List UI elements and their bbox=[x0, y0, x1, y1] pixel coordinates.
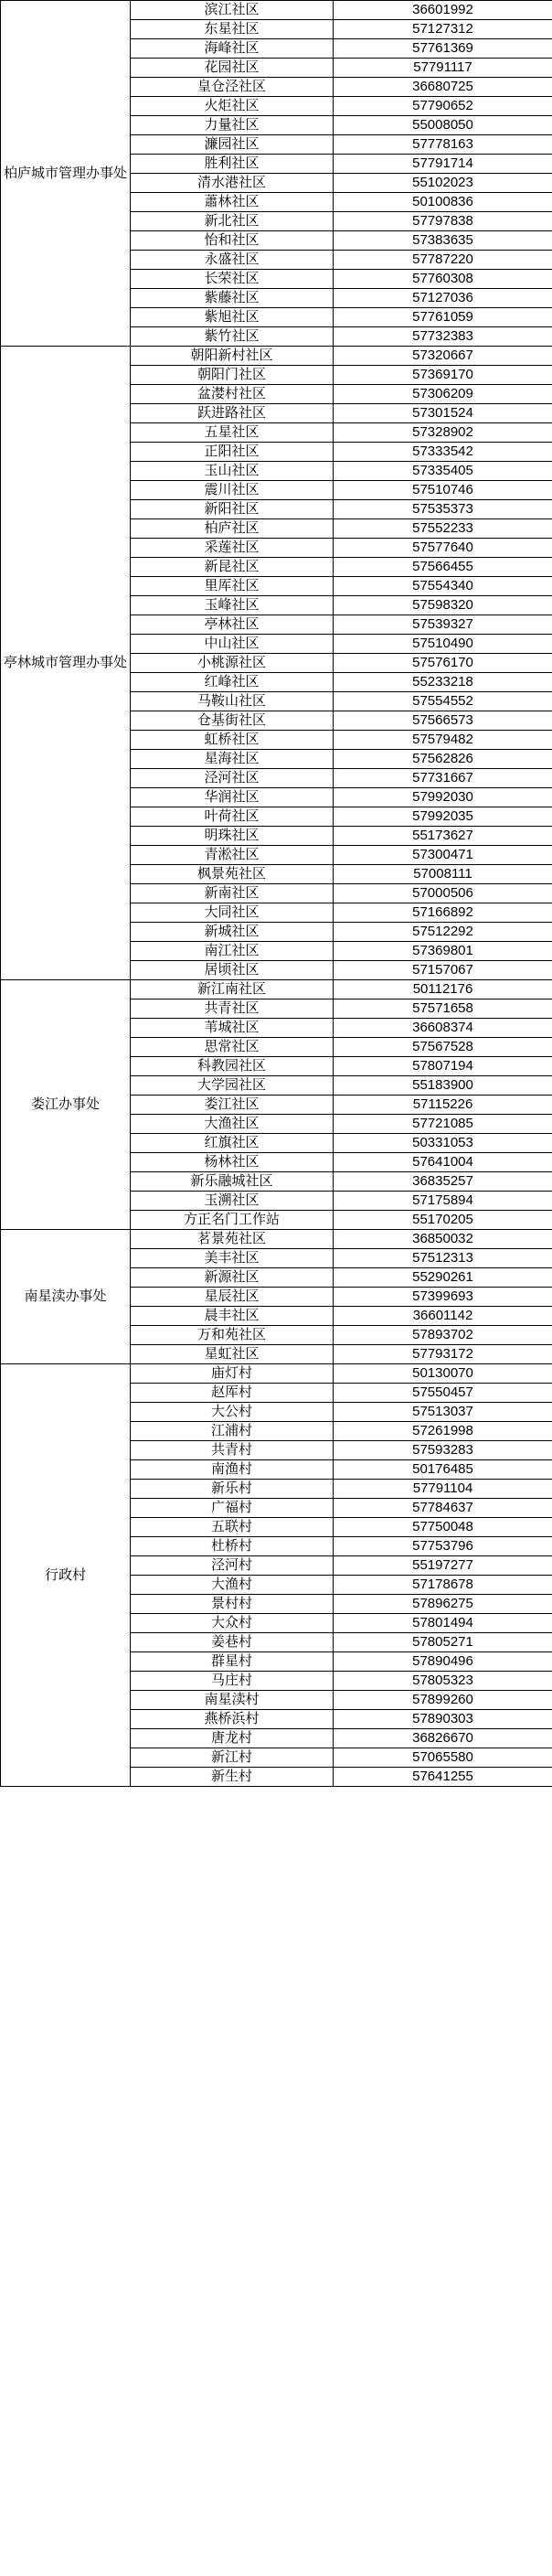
community-name: 新阳社区 bbox=[131, 500, 334, 519]
community-phone: 57512292 bbox=[334, 923, 552, 942]
community-name: 玉溯社区 bbox=[131, 1192, 334, 1211]
community-phone: 57008111 bbox=[334, 865, 552, 884]
community-phone: 50100836 bbox=[334, 193, 552, 212]
community-phone: 55197277 bbox=[334, 1556, 552, 1576]
community-phone: 36826670 bbox=[334, 1729, 552, 1748]
community-name: 震川社区 bbox=[131, 481, 334, 500]
community-phone: 57320667 bbox=[334, 347, 552, 366]
community-phone: 57641255 bbox=[334, 1768, 552, 1787]
community-name: 晨丰社区 bbox=[131, 1307, 334, 1326]
community-phone: 57890303 bbox=[334, 1710, 552, 1729]
community-phone: 57127036 bbox=[334, 289, 552, 308]
community-phone: 36850032 bbox=[334, 1230, 552, 1249]
community-name: 紫竹社区 bbox=[131, 327, 334, 347]
community-phone: 57567528 bbox=[334, 1038, 552, 1057]
community-name: 皇仓泾社区 bbox=[131, 78, 334, 97]
community-name: 南江社区 bbox=[131, 942, 334, 961]
directory-body bbox=[1, 1, 552, 1787]
community-name: 思常社区 bbox=[131, 1038, 334, 1057]
table-row bbox=[1, 1230, 552, 1249]
community-name: 新北社区 bbox=[131, 212, 334, 231]
community-name: 紫旭社区 bbox=[131, 308, 334, 327]
community-name: 新城社区 bbox=[131, 923, 334, 942]
community-name: 花园社区 bbox=[131, 59, 334, 78]
community-name: 群星村 bbox=[131, 1652, 334, 1672]
community-phone: 57571658 bbox=[334, 999, 552, 1019]
community-name: 虹桥社区 bbox=[131, 731, 334, 750]
community-phone: 57790652 bbox=[334, 97, 552, 116]
community-phone: 57166892 bbox=[334, 903, 552, 923]
community-phone: 36601992 bbox=[334, 1, 552, 20]
community-name: 大同社区 bbox=[131, 903, 334, 923]
community-name: 马庄村 bbox=[131, 1672, 334, 1691]
community-phone: 57801494 bbox=[334, 1614, 552, 1633]
community-name: 星虹社区 bbox=[131, 1345, 334, 1364]
community-phone: 36601142 bbox=[334, 1307, 552, 1326]
community-name: 共青社区 bbox=[131, 999, 334, 1019]
community-phone: 57513037 bbox=[334, 1403, 552, 1422]
office-group-name: 柏庐城市管理办事处 bbox=[1, 1, 131, 347]
community-name: 五星社区 bbox=[131, 423, 334, 443]
table-row bbox=[1, 1364, 552, 1384]
community-phone: 50176485 bbox=[334, 1460, 552, 1480]
community-name: 亭林社区 bbox=[131, 615, 334, 635]
table-row bbox=[1, 980, 552, 999]
community-name: 新生村 bbox=[131, 1768, 334, 1787]
community-phone: 57805271 bbox=[334, 1633, 552, 1652]
community-phone: 57750048 bbox=[334, 1518, 552, 1537]
community-name: 居顷社区 bbox=[131, 961, 334, 980]
community-phone: 57577640 bbox=[334, 539, 552, 558]
community-name: 海峰社区 bbox=[131, 39, 334, 59]
community-name: 大渔社区 bbox=[131, 1115, 334, 1134]
community-phone: 57000506 bbox=[334, 884, 552, 903]
community-name: 燕桥浜村 bbox=[131, 1710, 334, 1729]
community-phone: 57369170 bbox=[334, 366, 552, 385]
community-name: 新源社区 bbox=[131, 1268, 334, 1288]
community-name: 朝阳新村社区 bbox=[131, 347, 334, 366]
community-phone: 57598320 bbox=[334, 596, 552, 615]
community-name: 方正名门工作站 bbox=[131, 1211, 334, 1230]
community-phone: 57300471 bbox=[334, 846, 552, 865]
community-phone: 57791117 bbox=[334, 59, 552, 78]
office-group-name: 南星渎办事处 bbox=[1, 1230, 131, 1364]
community-name: 采莲社区 bbox=[131, 539, 334, 558]
community-name: 盆漤村社区 bbox=[131, 385, 334, 404]
community-name: 杜桥村 bbox=[131, 1537, 334, 1556]
community-phone: 57328902 bbox=[334, 423, 552, 443]
community-phone: 57791104 bbox=[334, 1480, 552, 1499]
community-name: 泾河社区 bbox=[131, 769, 334, 788]
community-phone: 57761059 bbox=[334, 308, 552, 327]
community-name: 仓基街社区 bbox=[131, 711, 334, 731]
community-name: 华润社区 bbox=[131, 788, 334, 807]
community-phone: 57893702 bbox=[334, 1326, 552, 1345]
community-name: 美丰社区 bbox=[131, 1249, 334, 1268]
community-name: 苇城社区 bbox=[131, 1019, 334, 1038]
community-phone: 57306209 bbox=[334, 385, 552, 404]
community-phone: 57333542 bbox=[334, 443, 552, 462]
community-phone: 57566455 bbox=[334, 558, 552, 577]
community-phone: 57732383 bbox=[334, 327, 552, 347]
community-name: 星辰社区 bbox=[131, 1288, 334, 1307]
community-phone: 57805323 bbox=[334, 1672, 552, 1691]
community-phone: 57512313 bbox=[334, 1249, 552, 1268]
community-name: 濂园社区 bbox=[131, 135, 334, 155]
community-name: 大公村 bbox=[131, 1403, 334, 1422]
community-name: 蕭林社区 bbox=[131, 193, 334, 212]
community-phone: 57554552 bbox=[334, 692, 552, 711]
community-name: 星海社区 bbox=[131, 750, 334, 769]
community-name: 马鞍山社区 bbox=[131, 692, 334, 711]
community-name: 怡和社区 bbox=[131, 231, 334, 251]
community-name: 泾河村 bbox=[131, 1556, 334, 1576]
community-name: 叶荷社区 bbox=[131, 807, 334, 827]
community-name: 青淞社区 bbox=[131, 846, 334, 865]
community-phone: 57793172 bbox=[334, 1345, 552, 1364]
community-phone: 55183900 bbox=[334, 1076, 552, 1096]
community-phone: 57554340 bbox=[334, 577, 552, 596]
community-phone: 36608374 bbox=[334, 1019, 552, 1038]
community-name: 大渔村 bbox=[131, 1576, 334, 1595]
community-phone: 55102023 bbox=[334, 174, 552, 193]
community-phone: 57807194 bbox=[334, 1057, 552, 1076]
community-name: 紫藤社区 bbox=[131, 289, 334, 308]
community-name: 小桃源社区 bbox=[131, 654, 334, 673]
community-phone: 36835257 bbox=[334, 1172, 552, 1192]
community-phone: 57383635 bbox=[334, 231, 552, 251]
community-phone: 57562826 bbox=[334, 750, 552, 769]
community-name: 大众村 bbox=[131, 1614, 334, 1633]
community-phone: 57127312 bbox=[334, 20, 552, 39]
community-name: 中山社区 bbox=[131, 635, 334, 654]
community-name: 跃进路社区 bbox=[131, 404, 334, 423]
community-phone: 55290261 bbox=[334, 1268, 552, 1288]
community-phone: 57899260 bbox=[334, 1691, 552, 1710]
community-name: 娄江社区 bbox=[131, 1096, 334, 1115]
community-phone: 57065580 bbox=[334, 1748, 552, 1768]
community-phone: 57535373 bbox=[334, 500, 552, 519]
community-phone: 57115226 bbox=[334, 1096, 552, 1115]
community-name: 大学园社区 bbox=[131, 1076, 334, 1096]
community-name: 柏庐社区 bbox=[131, 519, 334, 539]
community-name: 茗景苑社区 bbox=[131, 1230, 334, 1249]
community-phone: 50130070 bbox=[334, 1364, 552, 1384]
community-name: 五联村 bbox=[131, 1518, 334, 1537]
community-phone: 55173627 bbox=[334, 827, 552, 846]
community-phone: 57992030 bbox=[334, 788, 552, 807]
community-name: 新乐村 bbox=[131, 1480, 334, 1499]
community-phone: 57579482 bbox=[334, 731, 552, 750]
community-name: 科教园社区 bbox=[131, 1057, 334, 1076]
community-name: 江浦村 bbox=[131, 1422, 334, 1441]
community-name: 长荣社区 bbox=[131, 270, 334, 289]
community-phone: 57778163 bbox=[334, 135, 552, 155]
community-phone: 57890496 bbox=[334, 1652, 552, 1672]
community-name: 南星渎村 bbox=[131, 1691, 334, 1710]
community-name: 玉山社区 bbox=[131, 462, 334, 481]
community-phone: 57539327 bbox=[334, 615, 552, 635]
community-name: 姜巷村 bbox=[131, 1633, 334, 1652]
community-phone: 57593283 bbox=[334, 1441, 552, 1460]
community-name: 赵厍村 bbox=[131, 1384, 334, 1403]
community-name: 里厍社区 bbox=[131, 577, 334, 596]
community-phone: 57791714 bbox=[334, 155, 552, 174]
community-phone: 57731667 bbox=[334, 769, 552, 788]
community-phone: 50112176 bbox=[334, 980, 552, 999]
community-phone: 57157067 bbox=[334, 961, 552, 980]
community-phone: 57369801 bbox=[334, 942, 552, 961]
community-name: 永盛社区 bbox=[131, 251, 334, 270]
community-name: 力量社区 bbox=[131, 116, 334, 135]
community-phone: 57261998 bbox=[334, 1422, 552, 1441]
community-name: 火炬社区 bbox=[131, 97, 334, 116]
community-name: 广福村 bbox=[131, 1499, 334, 1518]
community-phone: 57576170 bbox=[334, 654, 552, 673]
community-name: 共青村 bbox=[131, 1441, 334, 1460]
community-name: 新乐融城社区 bbox=[131, 1172, 334, 1192]
community-phone: 57760308 bbox=[334, 270, 552, 289]
community-phone: 57797838 bbox=[334, 212, 552, 231]
community-phone: 57721085 bbox=[334, 1115, 552, 1134]
office-group-name: 亭林城市管理办事处 bbox=[1, 347, 131, 980]
community-name: 万和苑社区 bbox=[131, 1326, 334, 1345]
table-row bbox=[1, 1, 552, 20]
community-phone: 36680725 bbox=[334, 78, 552, 97]
table-row bbox=[1, 347, 552, 366]
community-name: 滨江社区 bbox=[131, 1, 334, 20]
community-phone: 55233218 bbox=[334, 673, 552, 692]
community-name: 新昆社区 bbox=[131, 558, 334, 577]
community-phone: 57301524 bbox=[334, 404, 552, 423]
community-name: 庙灯村 bbox=[131, 1364, 334, 1384]
community-name: 唐龙村 bbox=[131, 1729, 334, 1748]
community-name: 新江村 bbox=[131, 1748, 334, 1768]
community-name: 红旗社区 bbox=[131, 1134, 334, 1153]
community-name: 清水港社区 bbox=[131, 174, 334, 193]
office-group-name: 娄江办事处 bbox=[1, 980, 131, 1230]
community-name: 新南社区 bbox=[131, 884, 334, 903]
community-name: 南渔村 bbox=[131, 1460, 334, 1480]
community-phone: 57399693 bbox=[334, 1288, 552, 1307]
community-phone: 57641004 bbox=[334, 1153, 552, 1172]
community-phone: 55170205 bbox=[334, 1211, 552, 1230]
office-group-name: 行政村 bbox=[1, 1364, 131, 1787]
community-name: 东星社区 bbox=[131, 20, 334, 39]
community-phone: 57787220 bbox=[334, 251, 552, 270]
community-phone: 57566573 bbox=[334, 711, 552, 731]
community-name: 红峰社区 bbox=[131, 673, 334, 692]
community-phone: 57761369 bbox=[334, 39, 552, 59]
community-name: 明珠社区 bbox=[131, 827, 334, 846]
community-phone: 57510746 bbox=[334, 481, 552, 500]
community-phone: 50331053 bbox=[334, 1134, 552, 1153]
community-name: 朝阳门社区 bbox=[131, 366, 334, 385]
community-phone: 57510490 bbox=[334, 635, 552, 654]
community-name: 玉峰社区 bbox=[131, 596, 334, 615]
community-name: 新江南社区 bbox=[131, 980, 334, 999]
community-phone: 57992035 bbox=[334, 807, 552, 827]
community-phone: 57178678 bbox=[334, 1576, 552, 1595]
community-phone: 57784637 bbox=[334, 1499, 552, 1518]
community-phone: 57550457 bbox=[334, 1384, 552, 1403]
community-name: 景村村 bbox=[131, 1595, 334, 1614]
community-phone: 57896275 bbox=[334, 1595, 552, 1614]
community-name: 枫景苑社区 bbox=[131, 865, 334, 884]
community-name: 杨林社区 bbox=[131, 1153, 334, 1172]
community-phone: 55008050 bbox=[334, 116, 552, 135]
community-phone: 57175894 bbox=[334, 1192, 552, 1211]
community-phone: 57753796 bbox=[334, 1537, 552, 1556]
community-name: 胜利社区 bbox=[131, 155, 334, 174]
community-name: 正阳社区 bbox=[131, 443, 334, 462]
community-phone: 57552233 bbox=[334, 519, 552, 539]
community-phone: 57335405 bbox=[334, 462, 552, 481]
